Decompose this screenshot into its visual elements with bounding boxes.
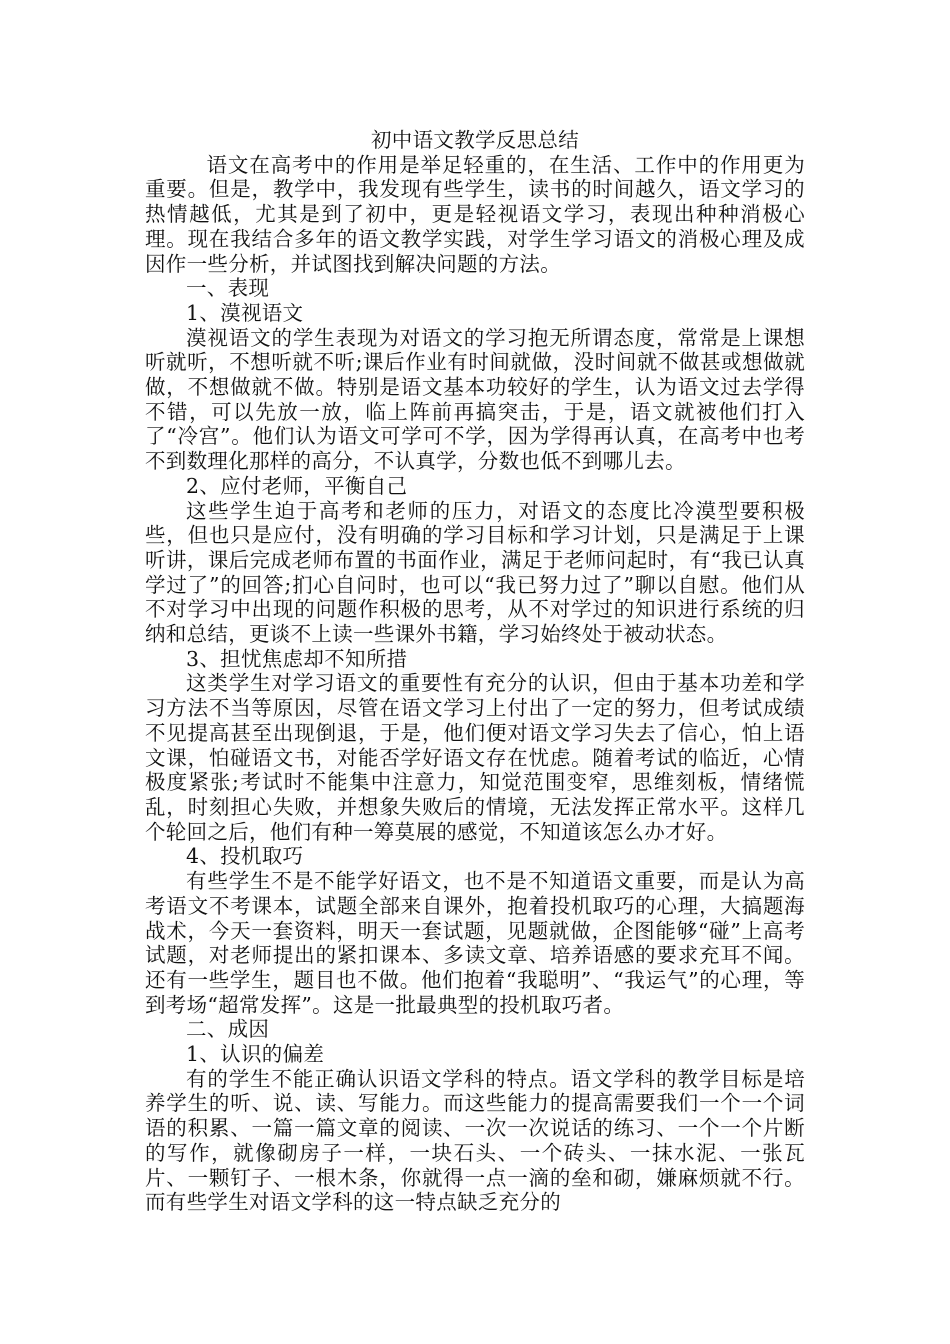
subheading-anxiety: 3、担忧焦虑却不知所措 (186, 646, 408, 671)
subheading-misunderstanding: 1、认识的偏差 (186, 1042, 325, 1067)
document-page (145, 128, 805, 1215)
paragraph-anxiety: 这类学生对学习语文的重要性有充分的认识，但由于基本功差和学习方法不当等原因，尽管在语文学习上付出了一定的努力，但考试成绩不见提高甚至出现倒退，于是，他们便对语文学习失去了信心，怕上语文课，怕碰语文书，对能否学好语文存在忧虑。随着考试的临近，心情极度紧张;考试时不能集中注意力，知觉范围变窄，思维刻板，情绪慌乱，时刻担心失败，并想象失败后的情境，无法发挥正常水平。这样几个轮回之后，他们有种一筹莫展的感觉，不知道该怎么办才好。 (145, 671, 805, 844)
section-heading-causes: 二、成因 (186, 1017, 270, 1042)
paragraph-perfunctory: 这些学生迫于高考和老师的压力，对语文的态度比冷漠型要积极些，但也只是应付，没有明确的学习目标和学习计划，只是满足于上课听讲，课后完成老师布置的书面作业，满足于老师问起时，有“我已认真学过了”的回答;扪心自问时，也可以“我已努力过了”聊以自慰。他们从不对学习中出现的问题作积极的思考，从不对学过的知识进行系统的归纳和总结，更谈不上读一些课外书籍，学习始终处于被动状态。 (145, 498, 805, 647)
paragraph-misunderstanding: 有的学生不能正确认识语文学科的特点。语文学科的教学目标是培养学生的听、说、读、写能力。而这些能力的提高需要我们一个一个词语的积累、一篇一篇文章的阅读、一次一次说话的练习、一个一个片断的写作，就像砌房子一样，一块石头、一个砖头、一抹水泥、一张瓦片、一颗钉子、一根木条，你就得一点一滴的垒和砌，嫌麻烦就不行。而有些学生对语文学科的这一特点缺乏充分的 (145, 1066, 805, 1215)
paragraph-speculation: 有些学生不是不能学好语文，也不是不知道语文重要，而是认为高考语文不考课本，试题全部来自课外，抱着投机取巧的心理，大搞题海战术，今天一套资料，明天一套试题，见题就做，企图能够“碰”上高考试题，对老师提出的紧扣课本、多读文章、培养语感的要求充耳不闻。还有一些学生，题目也不做。他们抱着“我聪明”、“我运气”的心理，等到考场“超常发挥”。这是一批最典型的投机取巧者。 (145, 869, 805, 1017)
subheading-neglect: 1、漠视语文 (186, 300, 304, 325)
intro-paragraph: 语文在高考中的作用是举足轻重的，在生活、工作中的作用更为重要。但是，教学中，我发现有些学生，读书的时间越久，语文学习的热情越低，尤其是到了初中，更是轻视语文学习，表现出种种消极心理。现在我结合多年的语文教学实践，对学生学习语文的消极心理及成因作一些分析，并试图找到解决问题的方法。 (145, 152, 805, 276)
document-title: 初中语文教学反思总结 (371, 128, 579, 152)
subheading-speculation: 4、投机取巧 (186, 844, 304, 869)
section-heading-performance: 一、表现 (186, 276, 270, 301)
paragraph-neglect: 漠视语文的学生表现为对语文的学习抱无所谓态度，常常是上课想听就听，不想听就不听;课后作业有时间就做，没时间就不做甚或想做就做，不想做就不做。特别是语文基本功较好的学生，认为语文过去学得不错，可以先放一放，临上阵前再搞突击，于是，语文就被他们打入了“冷宫”。他们认为语文可学可不学，因为学得再认真，在高考中也考不到数理化那样的高分，不认真学，分数也低不到哪儿去。 (145, 325, 805, 474)
subheading-perfunctory: 2、应付老师，平衡自己 (186, 473, 408, 498)
